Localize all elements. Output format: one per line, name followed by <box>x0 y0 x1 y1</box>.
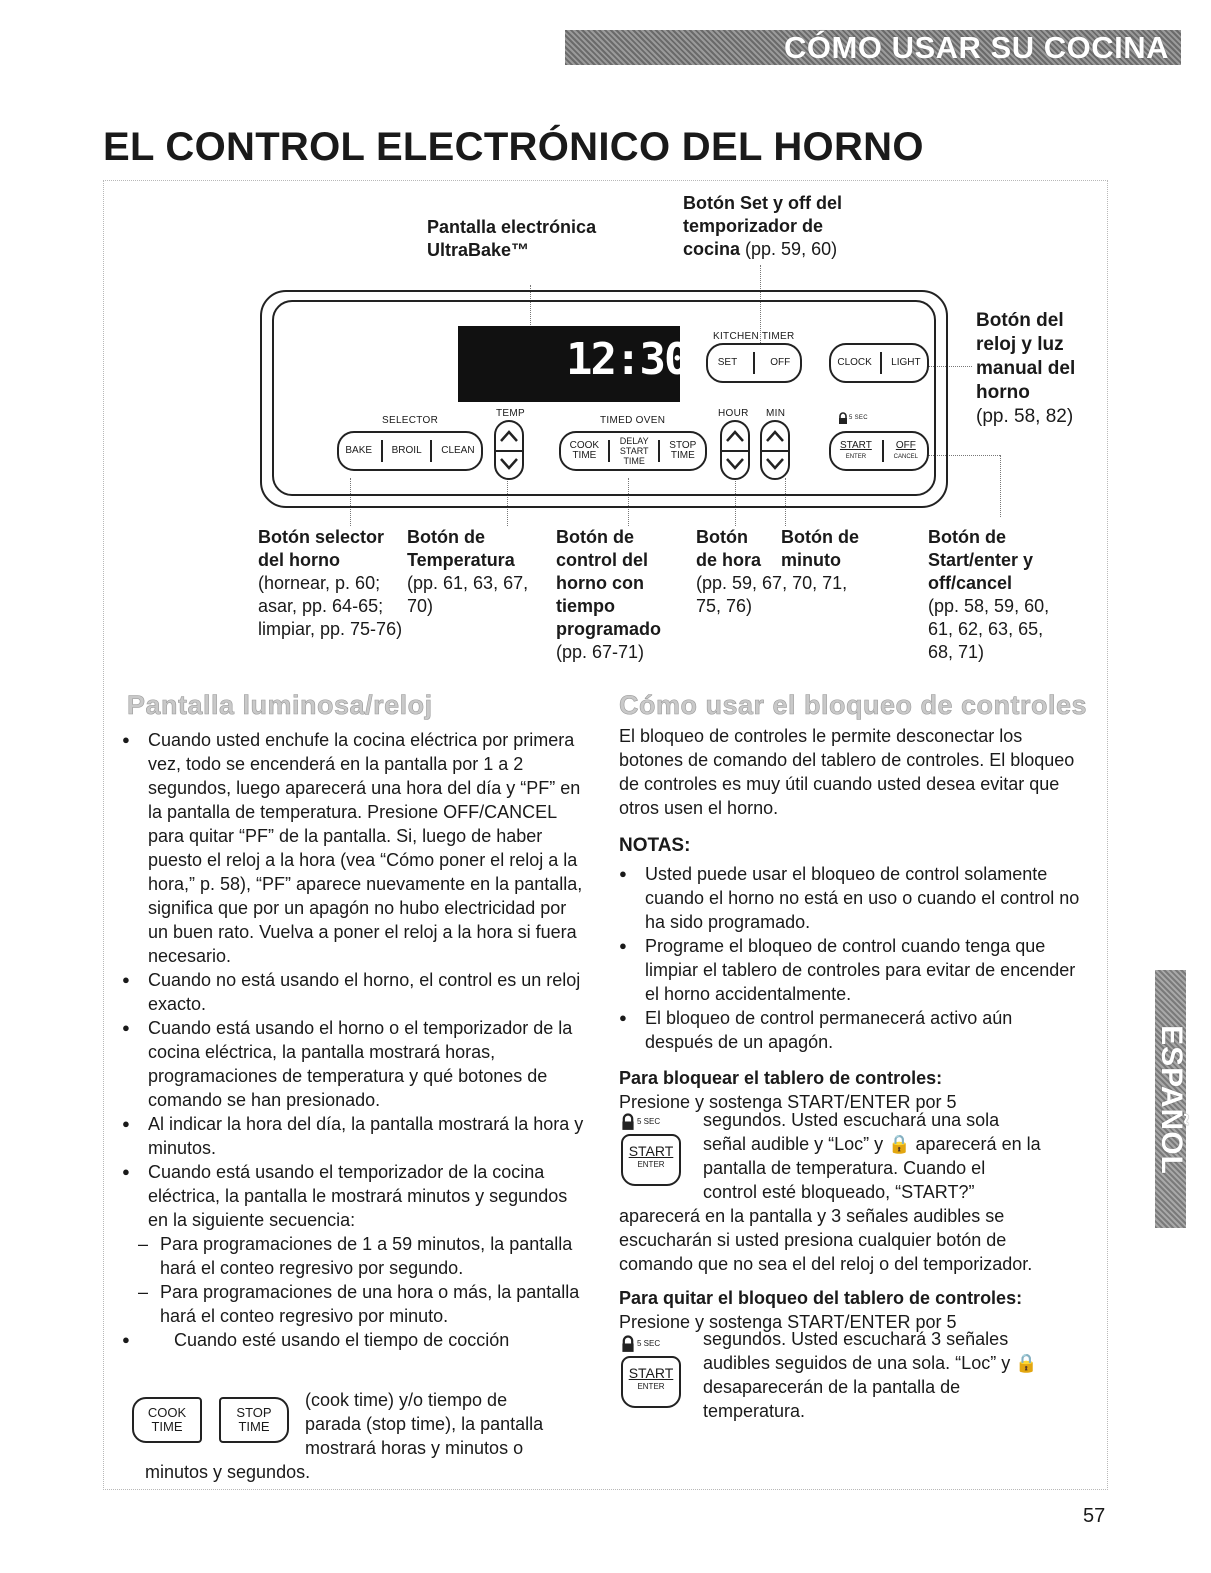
label-line: Pantalla electrónica <box>427 217 597 237</box>
list-item: ● Programe el bloqueo de control cuando tenga que limpiar el tablero de controles para evitar de encender el horno accidentalmente. <box>619 934 1084 1006</box>
text-line: señal audible y “Loc” y 🔒 aparecerá en la <box>703 1134 1041 1154</box>
label-line: Botón selector <box>258 527 385 547</box>
label-line: Botón Set y off del <box>683 193 842 213</box>
section-banner <box>565 30 1181 65</box>
clean-label: CLEAN <box>441 445 475 456</box>
list-item: ● Al indicar la hora del día, la pantalla mostrará la hora y minutos. <box>122 1112 587 1160</box>
lock-subheading: Para bloquear el tablero de controles: <box>619 1068 943 1088</box>
lock-instructions <box>703 1108 1041 1204</box>
list-item: ● Cuando está usando el temporizador de la cocina eléctrica, la pantalla le mostrará minutos y segundos en la siguiente secuencia: <box>122 1160 587 1232</box>
section-heading-display: Pantalla luminosa/reloj <box>127 690 433 720</box>
notes-heading: NOTAS: <box>619 835 691 856</box>
label-timed-oven <box>556 526 661 664</box>
divider <box>880 352 882 374</box>
bake-label: BAKE <box>345 445 373 456</box>
start-off-button[interactable] <box>829 431 929 471</box>
selector-label: SELECTOR <box>382 415 439 426</box>
text-line: segundos. Usted escuchará una sola <box>703 1110 1000 1130</box>
label-ref: 68, 71) <box>928 642 985 662</box>
section-heading-lock: Cómo usar el bloqueo de controles <box>619 690 1088 720</box>
label-line: manual del <box>976 358 1076 379</box>
divider <box>658 440 660 462</box>
list-item: ● Cuando esté usando el tiempo de cocción <box>122 1328 587 1352</box>
label-line: control del <box>556 550 649 570</box>
lock-seconds: 5 SEC <box>637 1117 661 1126</box>
label-line: Botón de <box>556 527 634 547</box>
stop-time-label <box>661 441 704 461</box>
delay-start-label <box>612 436 657 466</box>
lock-icon <box>621 1335 635 1352</box>
key-text: TIME <box>238 1419 270 1434</box>
lock-icon <box>838 412 848 424</box>
label-ref: (pp. 61, 63, 67, <box>407 573 529 593</box>
clock-label: CLOCK <box>837 357 872 368</box>
key-text: START <box>628 1143 674 1159</box>
text-line: temperatura. <box>703 1401 806 1421</box>
text-line: audibles seguidos de una sola. “Loc” y 🔒 <box>703 1353 1038 1373</box>
start-enter-key-icon <box>621 1134 681 1186</box>
time-text: TIME <box>670 450 695 461</box>
cook-text: COOK <box>569 440 600 451</box>
text-paragraph: aparecerá en la pantalla y 3 señales audibles se escucharán si usted presiona cualquier botón de comando que no sea el del reloj o del temporizador. <box>619 1206 1033 1274</box>
light-label: LIGHT <box>891 357 921 368</box>
label-line: Start/enter y <box>928 550 1034 570</box>
text-line: (cook time) y/o tiempo de <box>305 1390 508 1410</box>
label-clock-light <box>976 309 1075 429</box>
label-ref: limpiar, pp. 75-76) <box>258 619 403 639</box>
label-line: tiempo <box>556 596 616 616</box>
label-ref: 61, 62, 63, 65, <box>928 619 1044 639</box>
page-title: EL CONTROL ELECTRÓNICO DEL HORNO <box>103 125 924 169</box>
arrow-up-icon <box>724 424 746 448</box>
label-line: cocina <box>683 239 741 259</box>
text-line: pantalla de temperatura. Cuando el <box>703 1158 986 1178</box>
arrow-up-icon <box>498 424 520 448</box>
key-text: COOK <box>147 1405 187 1420</box>
text-line: segundos. Usted escuchará 3 señales <box>703 1329 1009 1349</box>
time-text: TIME <box>572 450 597 461</box>
display-clock: 12:30 <box>566 334 689 385</box>
label-line: Botón de <box>781 527 859 547</box>
label-selector <box>258 526 402 641</box>
intro-paragraph: El bloqueo de controles le permite desconectar los botones de comando del tablero de controles. El bloqueo de controles es muy útil cuando usted desea evitar que otros usen el horno. <box>619 726 1075 818</box>
divider <box>753 352 755 374</box>
off-text: OFF <box>895 439 916 451</box>
text-line: minutos y segundos. <box>145 1462 311 1482</box>
label-line: Botón del <box>976 310 1064 331</box>
leader-line <box>1000 455 1001 517</box>
cook-time-description <box>305 1388 543 1460</box>
section-banner-text: CÓMO USAR SU COCINA <box>784 29 1169 65</box>
list-item: ● Usted puede usar el bloqueo de control solamente cuando el horno no está en uso o cuando el control no ha sido programado. <box>619 862 1084 934</box>
key-text: ENTER <box>637 1160 665 1169</box>
hour-label: HOUR <box>718 408 749 419</box>
off-cancel-label <box>886 441 926 462</box>
key-text: TIME <box>151 1419 183 1434</box>
label-line: de hora <box>696 550 762 570</box>
kitchen-timer-label: KITCHEN TIMER <box>713 331 795 342</box>
start-enter-label <box>832 441 880 462</box>
divider <box>381 440 383 462</box>
label-kitchen-timer <box>683 192 842 261</box>
divider <box>882 440 884 462</box>
timed-oven-label: TIMED OVEN <box>600 415 666 426</box>
divider <box>608 440 610 462</box>
cook-time-key-icon <box>132 1397 202 1443</box>
lock-indicator <box>621 1335 660 1352</box>
label-line: reloj y luz <box>976 334 1064 355</box>
display-section-body <box>122 728 587 1352</box>
stop-text: STOP <box>669 440 697 451</box>
arrow-down-icon <box>724 452 746 476</box>
lock-indicator <box>838 412 868 424</box>
divider <box>430 440 432 462</box>
key-text: ENTER <box>637 1382 665 1391</box>
label-line: Botón <box>696 527 748 547</box>
list-sub-item: – Para programaciones de una hora o más, la pantalla hará el conteo regresivo por minuto. <box>138 1280 587 1328</box>
label-ref: (hornear, p. 60; <box>258 573 381 593</box>
minute-button[interactable] <box>760 420 790 480</box>
hour-button[interactable] <box>720 420 750 480</box>
time-text: TIME <box>623 456 645 466</box>
label-line: Temperatura <box>407 550 515 570</box>
label-minute <box>781 526 859 572</box>
label-line: minuto <box>781 550 841 570</box>
text-line: control esté bloqueado, “START?” <box>703 1182 975 1202</box>
lock-section-tail <box>619 1204 1084 1334</box>
cook-time-label <box>562 441 607 461</box>
label-line: del horno <box>258 550 340 570</box>
arrow-down-icon <box>764 452 786 476</box>
delay-text: DELAY <box>619 436 649 446</box>
lock-icon <box>621 1113 635 1130</box>
lock-seconds: 5 SEC <box>849 415 868 421</box>
key-text: START <box>628 1365 674 1381</box>
start-text: START <box>839 439 872 451</box>
temperature-button[interactable] <box>494 420 524 480</box>
min-label: MIN <box>766 408 786 419</box>
label-ref: (pp. 58, 59, 60, <box>928 596 1050 616</box>
enter-text: ENTER <box>845 453 867 460</box>
label-ref: 70) <box>407 596 434 616</box>
lock-indicator <box>621 1113 660 1130</box>
label-ref: (pp. 59, 60) <box>740 239 838 259</box>
clock-light-button[interactable] <box>829 343 929 383</box>
label-line: UltraBake™ <box>427 240 530 260</box>
set-label: SET <box>717 357 738 368</box>
list-item: ● Cuando no está usando el horno, el control es un reloj exacto. <box>122 968 587 1016</box>
temp-label: TEMP <box>496 408 525 419</box>
kitchen-timer-button[interactable] <box>706 343 802 383</box>
arrow-down-icon <box>498 452 520 476</box>
label-ref: 75, 76) <box>696 596 753 616</box>
label-ref: (pp. 67-71) <box>556 642 645 662</box>
lock-seconds: 5 SEC <box>637 1339 661 1348</box>
label-line: off/cancel <box>928 573 1013 593</box>
broil-label: BROIL <box>391 445 422 456</box>
label-start-off <box>928 526 1049 664</box>
label-line: Botón de <box>407 527 485 547</box>
list-item: ● El bloqueo de control permanecerá activo aún después de un apagón. <box>619 1006 1084 1054</box>
list-item: ● Cuando usted enchufe la cocina eléctrica por primera vez, todo se encenderá en la pantalla por 1 a 2 segundos, luego aparecerá una hora del día y “PF” en la pantalla de temperatura. Presione OFF/CANCEL para quitar “PF” de la pantalla. Si, luego de haber puesto el reloj a la hora (vea “Cómo poner el reloj a la hora,” p. 58), “PF” aparece nuevamente en la pantalla, significa que por un apagón no hubo electricidad por un buen rato. Vuelva a poner el reloj a la hora si fuera necesario. <box>122 728 587 968</box>
label-line: horno con <box>556 573 644 593</box>
label-line: horno <box>976 382 1030 403</box>
text-line: mostrará horas y minutos o <box>305 1438 524 1458</box>
text-line: Presione y sostenga START/ENTER por 5 <box>619 1092 957 1112</box>
stop-time-key-icon <box>219 1397 289 1443</box>
label-ref: (pp. 59, 67, 70, 71, <box>696 573 848 593</box>
unlock-subheading: Para quitar el bloqueo del tablero de controles: <box>619 1288 1023 1308</box>
label-line: programado <box>556 619 662 639</box>
unlock-instructions <box>703 1327 1038 1423</box>
off-label: OFF <box>770 357 791 368</box>
oven-selector-button[interactable] <box>337 431 483 471</box>
start-text: START <box>619 446 649 456</box>
page-number: 57 <box>1083 1505 1106 1527</box>
text-line: parada (stop time), la pantalla <box>305 1414 544 1434</box>
label-temperature <box>407 526 528 618</box>
lock-section-body <box>619 724 1084 1114</box>
text-line: Presione y sostenga START/ENTER por 5 <box>619 1312 957 1332</box>
timed-oven-button[interactable] <box>559 431 707 471</box>
list-item: ● Cuando está usando el horno o el temporizador de la cocina eléctrica, la pantalla mostrará horas, programaciones de temperatura y qué botones de comando se han presionado. <box>122 1016 587 1112</box>
label-display <box>427 216 596 262</box>
text-line: desaparecerán de la pantalla de <box>703 1377 961 1397</box>
side-tab-text: ESPAÑOL <box>1155 1025 1188 1175</box>
arrow-up-icon <box>764 424 786 448</box>
label-line: temporizador de <box>683 216 824 236</box>
label-ref: asar, pp. 64-65; <box>258 596 384 616</box>
key-text: STOP <box>236 1405 272 1420</box>
start-enter-key-icon <box>621 1356 681 1408</box>
language-side-tab <box>1155 970 1186 1228</box>
list-sub-item: – Para programaciones de 1 a 59 minutos, la pantalla hará el conteo regresivo por segundo. <box>138 1232 587 1280</box>
label-line: Botón de <box>928 527 1006 547</box>
label-ref: (pp. 58, 82) <box>976 406 1074 427</box>
cancel-text: CANCEL <box>893 453 918 460</box>
